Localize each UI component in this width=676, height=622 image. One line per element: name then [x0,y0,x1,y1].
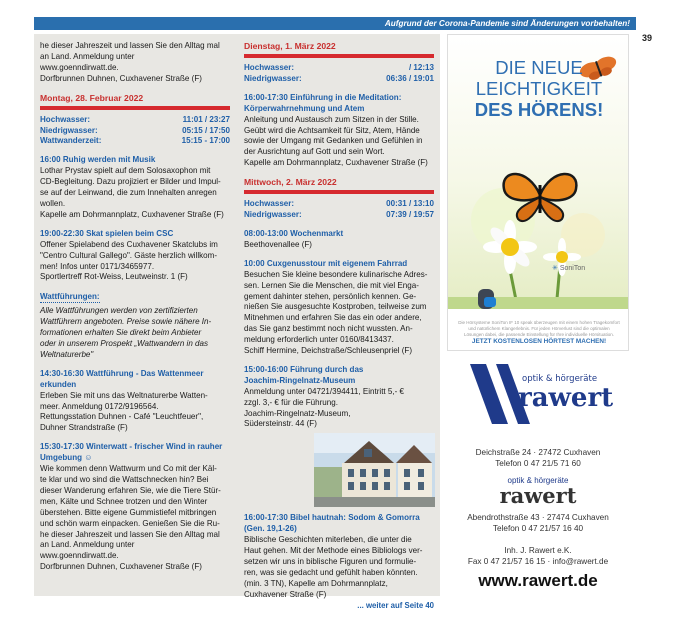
event-title: (Gen. 19,1-26) [244,524,297,534]
event-entry [40,229,230,284]
event-title: 15:30-17:30 Winterwatt - frischer Wind in rauher [40,442,223,452]
event-text: sen. Lernen Sie die Menschen, die mit viel Enga- [244,280,419,290]
tide-row [244,199,434,210]
headline-line: DIE NEUE [495,57,583,78]
intro-continued [40,41,230,85]
event-text: setzen wir uns in biblische Figuren und formulie- [244,557,417,566]
intro-line: he dieser Jahreszeit und lassen Sie den Alltag mal [40,41,220,50]
section-note: Alle Wattführungen werden von zertifizierten [40,306,198,316]
event-text: nießen Sie ausgesuchte Kostproben, teilweise zum [244,302,427,312]
day-heading-tuesday: Dienstag, 1. März 2022 [244,41,434,58]
rawert-ad[interactable] [447,352,629,597]
rawert-logo [468,360,614,425]
event-entry [40,442,230,573]
tide-table-wednesday [244,199,434,221]
event-location: Rettungsstation Duhnen - Café "Leuchtfeuer", [40,412,204,422]
address-line: Abendrothstraße 43 · 27474 Cuxhaven [467,513,609,522]
event-text: meer. Anmeldung 0172/9196564. [40,401,159,411]
event-text: Mitnehmen und erfahren Sie das ein oder andere, [244,313,422,323]
tide-value: 15:15 - 17:00 [181,136,230,146]
tide-value: / 12:13 [408,63,434,72]
event-title: 16:00-17:30 Bibel hautnah: Sodom & Gomorra [244,513,420,523]
section-heading: Wattführungen: [40,292,100,302]
event-text: meldung erforderlich unter 0160/8413437. [244,335,394,345]
event-location: Sportlertreff Rot-Weiss, Leutweinstr. 1 (F) [40,272,188,282]
event-location: Duhner Strandstraße (F) [40,423,128,433]
section-note: Weltnaturerbe" [40,349,94,359]
address-line: Deichstraße 24 · 27472 Cuxhaven [475,448,601,457]
logo2-name: rawert [499,483,577,508]
soniton-brand: SoniTon [559,265,586,272]
event-text: he dieser Jahreszeit und lassen Sie den Alltag mal [40,529,220,539]
event-location: Kapelle am Dohrmannplatz, Cuxhavener Straße (F) [244,158,428,168]
events-column-left [40,41,230,573]
tide-label: Niedrigwasser: [244,73,302,83]
event-text: Haut gehen. Mit der Methode eines Bibliologs ver- [244,546,423,556]
tide-table-tuesday [244,63,434,85]
event-text: CD-Begleitung. Dazu projiziert er Bilder und Impul- [40,177,221,187]
tide-label: Niedrigwasser: [244,210,302,220]
event-entry [244,229,434,251]
page-number: 39 [642,33,653,43]
ad-fine-print: Die Hörsysteme SoniTon IF 10 speak überzeugen mit einem hohen Tragekomfort und natürlichem Klangerlebnis. Für jeden Hörverlust sind die optimalen Lösungen dabei, die passende Einstellung für Ihre individuelle Hörsituation. [458,320,620,337]
event-text: men! Infos unter 0171/3465977. [40,261,155,271]
intro-line: an Land. Anmeldung unter [40,51,135,61]
event-title: Körperwahrnehmung und Atem [244,103,365,113]
event-text: ren, was sie gedacht und gefühlt haben könnten. [244,567,418,577]
tide-value: 07:39 / 19:57 [386,210,434,220]
soniton-logo [552,264,585,272]
event-entry [244,93,434,169]
event-title: 10:00 Cuxgenusstour mit eigenem Fahrrad [244,258,408,268]
event-entry [40,155,230,220]
event-location: Dorfbrunnen Duhnen, Cuxhavener Straße (F) [40,562,202,572]
event-text: "Centro Cultural Gallego". Gäste herzlich willkom- [40,250,217,260]
logo-tagline: optik & hörgeräte [522,374,598,384]
phone-line[interactable]: Telefon 0 47 21/5 71 60 [495,459,581,468]
event-text: te klar und wo sind die Wattschnecken hin? Bei [40,475,209,484]
event-location: Kapelle am Dohrmannplatz, Cuxhavener Straße (F) [40,209,224,219]
event-link[interactable]: www.goenndirwatt.de. [40,551,119,561]
section-note: formationen erhalten Sie direkt beim Anbieter [40,328,202,338]
hearing-test-cta[interactable]: JETZT KOSTENLOSEN HÖRTEST MACHEN! [471,338,607,345]
tide-row [40,136,230,147]
event-text: se auf der Leinwand, die zum Innehalten anregen [40,188,217,198]
event-title: 08:00-13:00 Wochenmarkt [244,228,344,238]
tide-row [244,74,434,85]
event-location: (min. 3 TN), Kapelle am Dohrmannplatz, [244,578,388,588]
event-entry [244,365,434,507]
website-link[interactable]: www.rawert.de [478,571,598,590]
tide-label: Hochwasser: [244,63,295,72]
day-heading-monday: Montag, 28. Februar 2022 [40,93,230,110]
tide-label: Niedrigwasser: [40,125,98,135]
event-title: 16:00 Ruhig werden mit Musik [40,155,156,165]
event-location: Joachim-Ringelnatz-Museum, [244,408,351,418]
continued-link[interactable]: ... weiter auf Seite 40 [357,600,434,610]
tide-label: Wattwanderzeit: [40,136,102,146]
event-text: Offener Spielabend des Cuxhavener Skatclubs im [40,239,218,249]
event-title: 14:30-16:30 Wattführung - Das Wattenmeer [40,368,204,378]
tide-value: 05:15 / 17:50 [182,125,230,135]
corona-notice-banner: Aufgrund der Corona-Pandemie sind Änderungen vorbehalten! [34,17,636,30]
event-text: an Land. Anmeldung unter [40,540,135,550]
tide-row [244,63,434,74]
event-location: Cuxhavener Straße (F) [244,589,327,599]
event-title: 15:00-16:00 Führung durch das [244,364,364,374]
hearing-aid-ad[interactable] [447,34,629,351]
intro-link[interactable]: www.goenndirwatt.de. [40,62,119,72]
event-text: Besuchen Sie kleine besondere kulinarische Adres- [244,269,428,279]
event-text: wollen. [40,198,66,208]
day-heading-wednesday: Mittwoch, 2. März 2022 [244,177,434,194]
event-text: dieser Wanderung erfahren Sie, wie die Tiere Stür- [40,485,221,495]
headline-line: DES HÖRENS! [474,99,604,120]
event-location: Südersteinstr. 44 (F) [244,419,317,429]
tide-row [40,126,230,137]
event-text: Anleitung und Austausch zum Sitzen in der Stille. [244,114,419,124]
logo2-tagline: optik & hörgeräte [507,476,569,485]
event-text: gement dahinter stehen, persönlich kennen. Ge- [244,291,417,301]
phone-line[interactable]: Telefon 0 47 21/57 16 40 [492,524,584,533]
logo-name: rawert [518,383,614,413]
tide-value: 00:31 / 13:10 [386,199,434,209]
tide-row [244,210,434,221]
events-column-right [244,41,434,612]
section-note: oder in unserem Prospekt „Wattwandern in das [40,339,209,349]
event-title: 16:00-17:30 Einführung in die Meditation: [244,92,402,102]
event-text: das Sie ganz bestimmt noch nicht wussten. An- [244,324,413,334]
event-text: Wie kommen denn Wattwurm und Co mit der Käl- [40,464,217,474]
event-text: zzgl. 3,- € für die Führung. [244,397,338,407]
section-note: Wattführern angeboten. Preise sowie nähere In- [40,317,212,327]
event-text: Erleben Sie mit uns das Weltnaturerbe Watten- [40,390,208,400]
contact-line[interactable]: Fax 0 47 21/57 16 15 · info@rawert.de [467,557,609,566]
intro-location: Dorfbrunnen Duhnen, Cuxhavener Straße (F) [40,73,202,83]
event-text: und schön warm einpacken. Genießen Sie die Ru- [40,518,220,528]
tide-value: 11:01 / 23:27 [182,114,230,124]
event-text: Anmeldung unter 04721/394411, Eintritt 5,- € [244,386,405,396]
tide-label: Hochwasser: [40,114,91,124]
event-text: Geübt wird die Achtsamkeit für Sitz, Atem, Hände [244,125,420,135]
event-text: Biblische Geschichten miterleben, die unter die [244,535,412,545]
event-text: men, Kälte und Schnee trotzen und den Winter [40,496,208,506]
tide-table-monday [40,115,230,148]
owner-line: Inh. J. Rawert e.K. [504,546,572,555]
tide-row [40,115,230,126]
tide-value: 06:36 / 19:01 [386,73,434,83]
event-text: der Ausrichtung auf Gott und sein Wort. [244,147,385,157]
soniton-logo-mark: ✳ [552,265,558,272]
event-location: Schiff Hermine, Deichstraße/Schleusenpriel (F) [244,346,413,356]
event-entry [244,259,434,357]
event-title: erkunden [40,379,77,389]
event-location: Beethovenallee (F) [244,239,312,249]
event-title: Umgebung ☺ [40,453,93,463]
event-entry [244,513,434,600]
ad-headline [448,57,629,120]
headline-line: LEICHTIGKEIT [475,78,603,99]
tide-label: Hochwasser: [244,199,295,209]
wattfuehrungen-section [40,291,230,361]
event-title: Joachim-Ringelnatz-Museum [244,375,356,385]
event-title: 19:00-22:30 Skat spielen beim CSC [40,228,174,238]
event-text: Lothar Prystav spielt auf dem Solosaxophon mit [40,166,211,176]
event-text: überstehen. Bitte eigene Gummistiefel mitbringen [40,507,217,517]
event-entry [40,369,230,434]
museum-photo [314,433,435,507]
event-text: sowie der Umgang mit Gedanken und Gefühlen in [244,136,423,146]
